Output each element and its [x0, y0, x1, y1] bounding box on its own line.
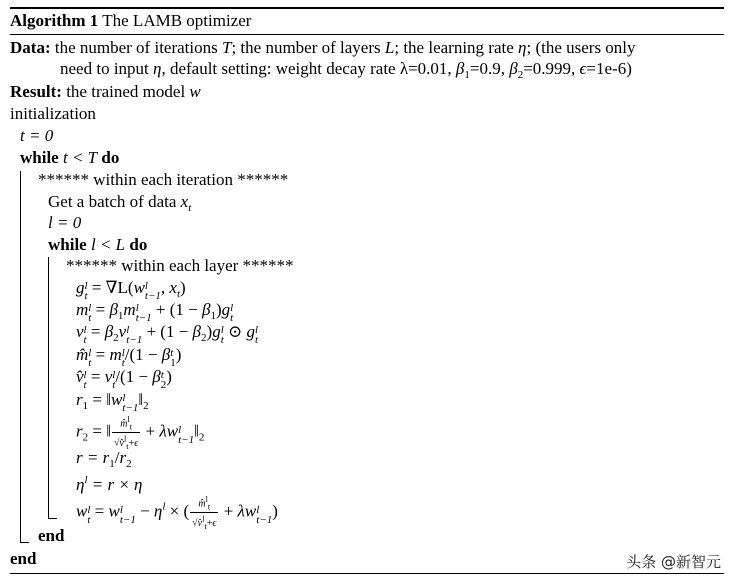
result-line: Result: the trained model w [10, 82, 201, 101]
eq-layer-lr: $\eta^l = r \times \eta$ [76, 474, 143, 494]
outer-loop-bar [20, 171, 21, 543]
header-rule [10, 34, 724, 35]
watermark: 头条 @新智元 [626, 553, 721, 571]
eq-first-moment: m l t = $\beta_1m$ l t−1 + $(1 - \beta_1)g$ l t [76, 300, 234, 324]
outer-loop-tick [20, 542, 29, 543]
eq-m-hat: m̂ l t = m l t /(1 − β t 1 ) [76, 345, 182, 369]
algorithm-header [10, 11, 251, 31]
eq-trust-ratio: $r = r_1/r_2$ [76, 448, 132, 470]
algorithm-label: Algorithm 1 [10, 11, 99, 30]
eq-gradient: g l t = ∇L(w l t−1 , $x_t$) [76, 278, 186, 302]
top-rule [10, 7, 724, 9]
outer-while: while t < T do [20, 148, 120, 167]
eq-v-hat: v̂ l t = v l t /(1 − β t 2 ) [76, 367, 172, 391]
eq-r2: $r_2$ = ‖ $\frac{m̂^l_t}{√v̂^l_t+\epsilon}$ + λw l t−1 $‖_2$ [76, 415, 205, 451]
batch-line: Get a batch of data $x_t$ [48, 192, 192, 214]
inner-while: while l < L do [48, 235, 148, 254]
bottom-rule [10, 573, 724, 574]
iteration-comment: ****** within each iteration ****** [38, 170, 289, 189]
init-line: initialization [10, 104, 96, 123]
eq-weight-update: w l t = w l t−1 − $\eta^l$ × ( $\frac{m̂^l_t}{√v̂^l_t+\epsilon}$ + λw l t−1 ) [76, 495, 278, 531]
inner-loop-tick [48, 518, 57, 519]
layer-comment: ****** within each layer ****** [66, 256, 294, 275]
end-outer: end [10, 549, 37, 568]
algorithm-title: The LAMB optimizer [102, 11, 252, 30]
data-line: Data: the number of iterations T; the number of layers L; the learning rate η; (the users only [10, 38, 636, 57]
eq-r1: $r_1$ = ‖w l t−1 $‖_2$ [76, 390, 149, 414]
t-init: t = 0 [20, 126, 54, 145]
l-init: l = 0 [48, 213, 82, 232]
algorithm-block [10, 0, 724, 584]
end-inner: end [38, 526, 65, 545]
data-line-2: need to input η, default setting: weight decay rate λ=0.01, $\beta_1=0.9$, $\beta_2=0.999$, ϵ=1e-6) [60, 59, 632, 81]
inner-loop-bar [48, 257, 49, 519]
eq-second-moment: v l t = $\beta_2v$ l t−1 + $(1 - \beta_2)g$ l t ⊙ g l t [76, 322, 259, 346]
